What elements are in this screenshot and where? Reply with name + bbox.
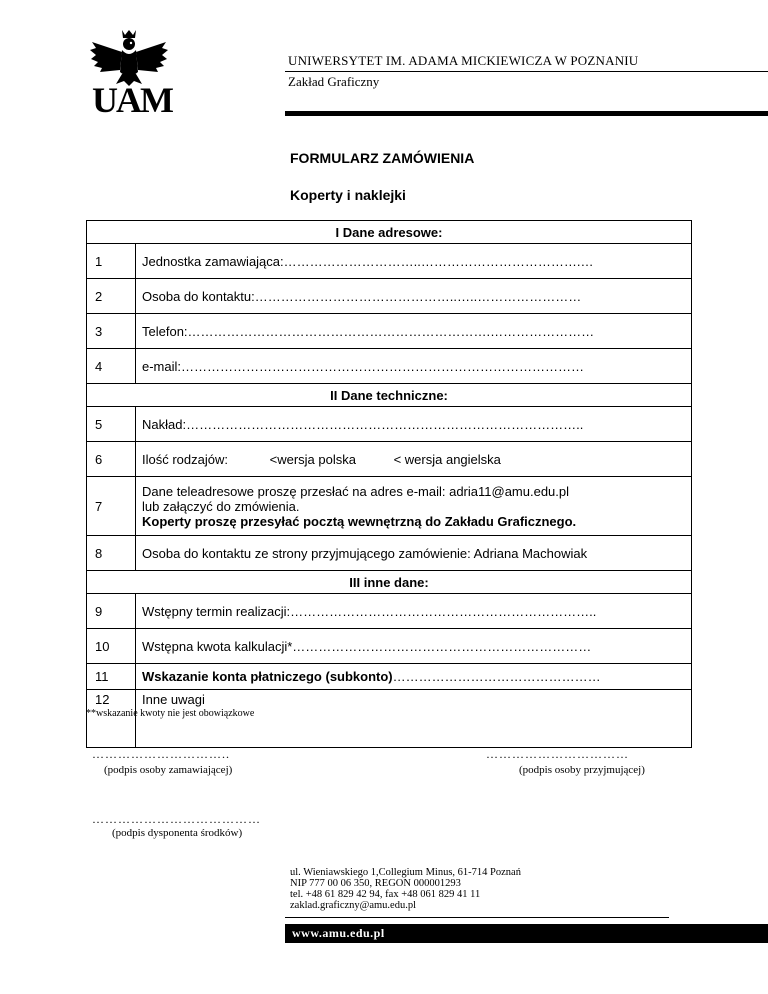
field-variant-count: [136, 442, 692, 477]
university-name: UNIWERSYTET IM. ADAMA MICKIEWICZA W POZNANIU: [288, 53, 639, 68]
address-line: tel. +48 61 829 42 94, fax +48 061 829 41 11: [290, 889, 481, 900]
field-preliminary-date[interactable]: Wstępny termin realizacji:……………………………………………………………..: [136, 594, 692, 629]
table-row: [87, 594, 692, 629]
department-name: Zakład Graficzny: [288, 74, 380, 89]
signature-caption-receiver: (podpis osoby przyjmującej): [519, 764, 645, 776]
table-row: [87, 244, 692, 279]
address-line: ul. Wieniawskiego 1,Collegium Minus, 61-714 Poznań: [290, 867, 521, 878]
address-line: NIP 777 00 06 350, REGON 000001293: [290, 878, 461, 889]
header-divider: [285, 71, 768, 72]
field-preliminary-amount[interactable]: Wstępna kwota kalkulacji*……………………………………………………………: [136, 629, 692, 664]
signature-caption-orderer: (podpis osoby zamawiającej): [104, 764, 233, 776]
field-payment-account[interactable]: [136, 664, 692, 690]
section-heading: II Dane techniczne:: [87, 384, 692, 407]
row-number: 11: [87, 664, 136, 690]
row-number: 12: [87, 690, 136, 748]
table-row: [87, 442, 692, 477]
instruction-line-bold: Koperty proszę przesyłać pocztą wewnętrzną do Zakładu Graficznego.: [142, 513, 577, 529]
row-number: 7: [87, 477, 136, 536]
order-form-table: [86, 220, 692, 748]
logo-text: UAM: [92, 80, 172, 120]
field-email[interactable]: e-mail:…………………………………………………………………………………: [136, 349, 692, 384]
field-phone[interactable]: Telefon:…………………………………………………………….……………………: [136, 314, 692, 349]
address-email: zaklad.graficzny@amu.edu.pl: [290, 900, 416, 911]
table-row: [87, 536, 692, 571]
option-english-version[interactable]: < wersja angielska: [393, 451, 501, 467]
variant-count-label: Ilość rodzajów:: [142, 451, 228, 467]
row-number: 10: [87, 629, 136, 664]
instruction-line: lub załączyć do zmówienia.: [142, 498, 300, 514]
row-number: 3: [87, 314, 136, 349]
payment-account-dots: …………………………………………: [392, 669, 601, 684]
footer-address: [290, 867, 521, 911]
instruction-line: Dane teleadresowe proszę przesłać na adres e-mail: adria11@amu.edu.pl: [142, 483, 570, 499]
row-number: 9: [87, 594, 136, 629]
form-subtitle: Koperty i naklejki: [290, 187, 406, 203]
row-number: 2: [87, 279, 136, 314]
address-data-instructions: [136, 477, 692, 536]
field-print-run[interactable]: Nakład:………………………………………………………………………………..: [136, 407, 692, 442]
signature-line-receiver[interactable]: ……………………………: [486, 747, 629, 761]
table-row: [87, 279, 692, 314]
row-number: 8: [87, 536, 136, 571]
table-row: [87, 349, 692, 384]
field-ordering-unit[interactable]: Jednostka zamawiająca:…………………………..……………………………….…: [136, 244, 692, 279]
section-heading: III inne dane:: [87, 571, 692, 594]
field-contact-person[interactable]: Osoba do kontaktu:………………………………………..…..……………………: [136, 279, 692, 314]
header-thick-divider: [285, 111, 768, 116]
payment-account-label: Wskazanie konta płatniczego (subkonto): [142, 669, 393, 684]
footer-divider: [285, 917, 669, 918]
website-link[interactable]: www.amu.edu.pl: [292, 926, 385, 940]
form-title: FORMULARZ ZAMÓWIENIA: [290, 150, 475, 166]
table-row: [87, 629, 692, 664]
table-row: [87, 664, 692, 690]
signature-line-funds-manager[interactable]: …………………………………: [92, 812, 261, 826]
row-number: 1: [87, 244, 136, 279]
row-number: 6: [87, 442, 136, 477]
table-row: [87, 407, 692, 442]
row-number: 5: [87, 407, 136, 442]
section-heading: I Dane adresowe:: [87, 221, 692, 244]
field-other-remarks[interactable]: Inne uwagi: [136, 690, 692, 748]
uam-logo: [88, 28, 170, 120]
footnote: **wskazanie kwoty nie jest obowiązkowe: [86, 708, 255, 719]
row-number: 4: [87, 349, 136, 384]
option-polish-version[interactable]: <wersja polska: [269, 451, 356, 467]
receiving-contact-person: Osoba do kontaktu ze strony przyjmującego zamówienie: Adriana Machowiak: [136, 536, 692, 571]
signature-line-orderer[interactable]: …………………………..: [92, 747, 230, 761]
signature-caption-funds-manager: (podpis dysponenta środków): [112, 827, 243, 839]
table-row: [87, 477, 692, 536]
table-row: [87, 314, 692, 349]
